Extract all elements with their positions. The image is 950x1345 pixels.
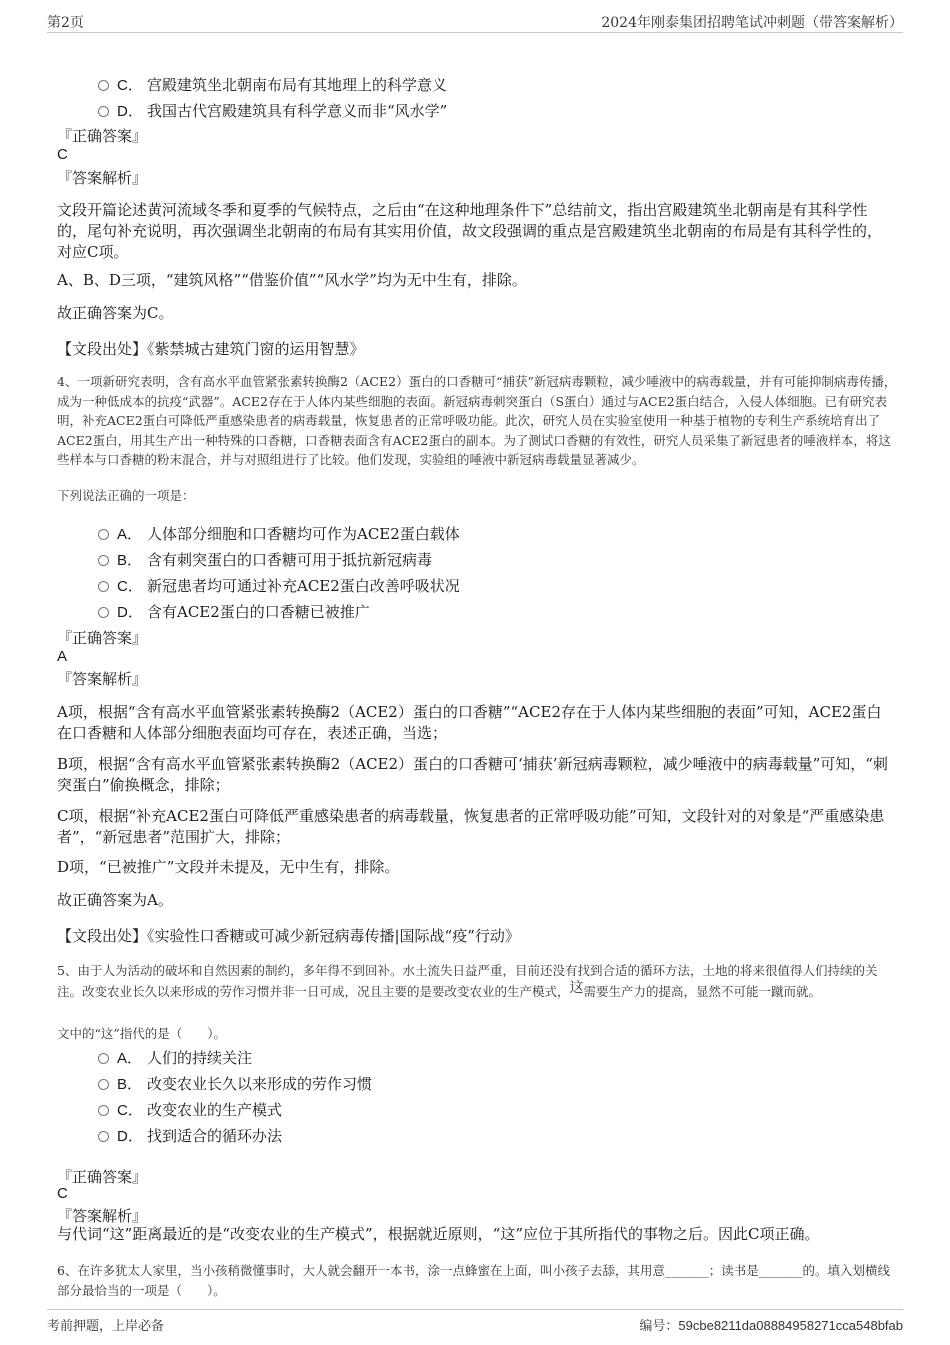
q4-option-d[interactable]: D． 含有ACE2蛋白的口香糖已被推广 <box>98 601 370 622</box>
page-header <box>47 10 903 33</box>
q4-source: 【文段出处】《实验性口香糖或可减少新冠病毒传播|国际战“疫”行动》 <box>57 927 520 945</box>
q6-stem: 6、在许多犹太人家里，当小孩稍微懂事时，大人就会翻开一本书，涂一点蜂蜜在上面，叫小孩子去舔，其用意_______；读书是_______的。填入划横线部分最恰当的一项是（ ）。 <box>57 1263 890 1298</box>
q3-analysis-para-3: 故正确答案为C。 <box>57 304 174 322</box>
q5-correct-answer: C <box>57 1185 68 1202</box>
q3-source: 【文段出处】《紫禁城古建筑门窗的运用智慧》 <box>57 340 365 358</box>
footer-slogan: 考前押题，上岸必备 <box>47 1319 165 1334</box>
q3-correct-label: 『正确答案』 <box>57 127 148 145</box>
radio-icon[interactable] <box>98 106 109 117</box>
radio-icon[interactable] <box>98 1131 109 1142</box>
radio-icon[interactable] <box>98 529 109 540</box>
q3-option-d[interactable]: D． 我国古代宫殿建筑具有科学意义而非“风水学” <box>98 100 447 121</box>
q5-option-a[interactable]: A． 人们的持续关注 <box>98 1047 252 1068</box>
q5-analysis: 与代词“这”距离最近的是“改变农业的生产模式”，根据就近原则，“这”应位于其所指代的事物之后。因此C项正确。 <box>57 1225 820 1243</box>
page-number: 第2页 <box>47 15 84 31</box>
radio-icon[interactable] <box>98 1105 109 1116</box>
q3-option-c[interactable]: C． 宫殿建筑坐北朝南布局有其地理上的科学意义 <box>98 74 447 95</box>
q4-stem: 4、一项新研究表明，含有高水平血管紧张素转换酶2（ACE2）蛋白的口香糖可“捕获”新冠病毒颗粒，减少唾液中的病毒载量，并有可能抑制病毒传播，成为一种低成本的抗疫“武器”。ACE2存在于人体内某些细胞的表面。新冠病毒刺突蛋白（S蛋白）通过与ACE2蛋白结合，入侵人体细胞。已有研究表明，补充ACE2蛋白可降低严重感染患者的病毒载量，恢复患者的正常呼吸功能。此次，研究人员在实验室使用一种基于植物的专利生产系统培育出了ACE2蛋白，用其生产出一种特殊的口香糖，口香糖表面含有ACE2蛋白的副本。为了测试口香糖的有效性，研究人员采集了新冠患者的唾液样本，将这些样本与口香糖的粉末混合，并与对照组进行了比较。他们发现，实验组的唾液中新冠病毒载量显著减少。 <box>57 374 897 467</box>
radio-icon[interactable] <box>98 1053 109 1064</box>
radio-icon[interactable] <box>98 607 109 618</box>
q4-analysis-para-d: D项，“已被推广”文段并未提及，无中生有，排除。 <box>57 858 400 876</box>
q5-option-b[interactable]: B． 改变农业长久以来形成的劳作习惯 <box>98 1073 372 1094</box>
q3-correct-answer: C <box>57 146 68 163</box>
q4-analysis-conclusion: 故正确答案为A。 <box>57 891 173 909</box>
q4-correct-label: 『正确答案』 <box>57 629 148 647</box>
q5-option-d[interactable]: D． 找到适合的循环办法 <box>98 1125 282 1146</box>
q3-analysis-para-2: A、B、D三项，“建筑风格”“借鉴价值”“风水学”均为无中生有，排除。 <box>57 271 527 289</box>
q4-option-a[interactable]: A． 人体部分细胞和口香糖均可作为ACE2蛋白载体 <box>98 523 460 544</box>
q4-question: 下列说法正确的一项是： <box>57 488 195 503</box>
q5-stem-mark: 这 <box>569 980 584 996</box>
q4-correct-answer: A <box>57 648 68 665</box>
q4-option-b[interactable]: B． 含有刺突蛋白的口香糖可用于抵抗新冠病毒 <box>98 549 432 570</box>
q3-analysis-para-1: 文段开篇论述黄河流域冬季和夏季的气候特点，之后由“在这种地理条件下”总结前文，指出宫殿建筑坐北朝南是有其科学性的，尾句补充说明，再次强调坐北朝南的布局有其实用价值，故文段强调的重点是宫殿建筑坐北朝南的布局是有其科学性的，对应C项。 <box>57 201 883 261</box>
q4-analysis-label: 『答案解析』 <box>57 670 148 688</box>
radio-icon[interactable] <box>98 555 109 566</box>
q5-question: 文中的“这”指代的是（ ）。 <box>57 1026 227 1041</box>
page-footer <box>47 1309 903 1334</box>
document-code: 编号：59cbe8211da08884958271cca548bfab <box>639 1318 903 1334</box>
q4-analysis-para-c: C项，根据“补充ACE2蛋白可降低严重感染患者的病毒载量，恢复患者的正常呼吸功能”可知，文段针对的对象是“严重感染患者”，“新冠患者”范围扩大，排除； <box>57 807 885 846</box>
q5-analysis-label: 『答案解析』 <box>57 1207 148 1225</box>
radio-icon[interactable] <box>98 581 109 592</box>
q5-stem: 5、由于人为活动的破坏和自然因素的制约，多年得不到回补。水土流失日益严重，目前还没有找到合适的循环方法，土地的将来很值得人们持续的关注。改变农业长久以来形成的劳作习惯并非一日可成，况且主要的是要改变农业的生产模式，这需要生产力的提高，显然不可能一蹴而就。 <box>57 963 878 999</box>
q5-option-c[interactable]: C． 改变农业的生产模式 <box>98 1099 282 1120</box>
document-title: 2024年刚泰集团招聘笔试冲刺题（带答案解析） <box>601 15 903 31</box>
radio-icon[interactable] <box>98 80 109 91</box>
radio-icon[interactable] <box>98 1079 109 1090</box>
q4-analysis-para-b: B项，根据“含有高水平血管紧张素转换酶2（ACE2）蛋白的口香糖可‘捕获’新冠病毒颗粒，减少唾液中的病毒载量”可知，“刺突蛋白”偷换概念，排除； <box>57 755 888 794</box>
q4-analysis-para-a: A项，根据“含有高水平血管紧张素转换酶2（ACE2）蛋白的口香糖”“ACE2存在于人体内某些细胞的表面”可知，ACE2蛋白在口香糖和人体部分细胞表面均可存在，表述正确，当选； <box>57 703 882 742</box>
q5-correct-label: 『正确答案』 <box>57 1168 148 1186</box>
q3-analysis-label: 『答案解析』 <box>57 169 148 187</box>
q4-option-c[interactable]: C． 新冠患者均可通过补充ACE2蛋白改善呼吸状况 <box>98 575 460 596</box>
